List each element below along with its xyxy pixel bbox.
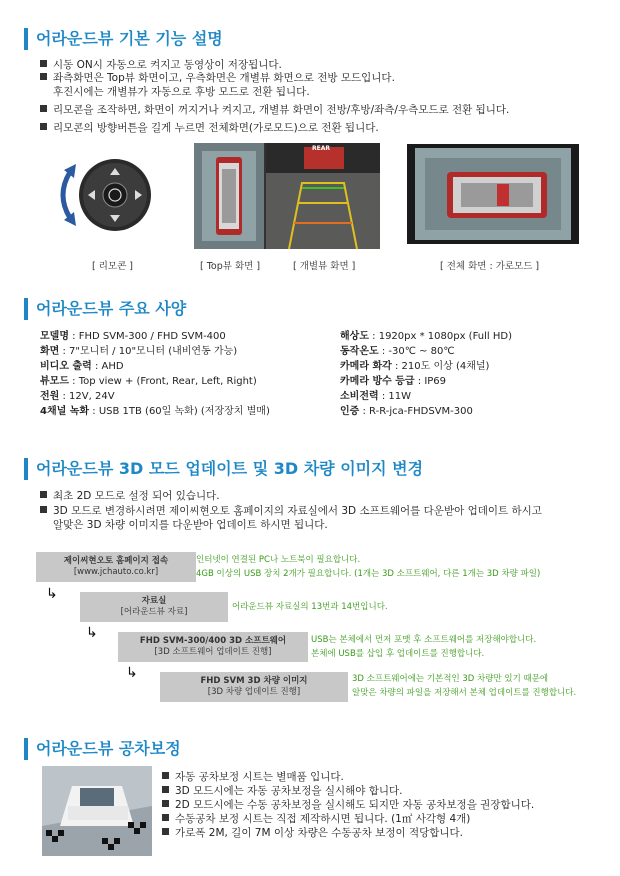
calibration-photo	[42, 766, 152, 856]
caption-individual-view: [ 개별뷰 화면 ]	[293, 261, 356, 272]
bullet-square-icon	[40, 491, 47, 498]
spec-item: 전원 : 12V, 24V	[40, 391, 115, 402]
full-screen-view-image	[407, 144, 579, 244]
spec-item: 4채널 녹화 : USB 1TB (60일 녹화) (저장장치 별매)	[40, 406, 270, 417]
bullet-square-icon	[40, 506, 47, 513]
remote-control-image	[52, 150, 164, 240]
step-box-homepage	[36, 552, 196, 582]
bullet-square-icon	[162, 814, 169, 821]
spec-item: 동작온도 : -30℃ ~ 80℃	[340, 346, 455, 357]
step-desc: 3D 소프트웨어에는 기본적인 3D 차량만 있기 때문에 알맞은 차량의 파일을 저장해서 본체 업데이트를 진행합니다.	[352, 674, 577, 698]
bullet: 3D 모드시에는 자동 공차보정을 실시해야 합니다.	[162, 784, 403, 798]
section-title-3d-update: 어라운드뷰 3D 모드 업데이트 및 3D 차량 이미지 변경	[24, 458, 423, 480]
section-title-calibration: 어라운드뷰 공차보정	[24, 738, 181, 760]
bullet: 좌측화면은 Top뷰 화면이고, 우측화면은 개별뷰 화면으로 전방 모드입니다.	[40, 71, 395, 85]
step-arrow-icon: ↳	[86, 625, 98, 641]
bullet-square-icon	[40, 60, 47, 67]
spec-item: 화면 : 7"모니터 / 10"모니터 (내비연동 가능)	[40, 346, 238, 357]
bullet: 2D 모드시에는 수동 공차보정을 실시해도 되지만 자동 공차보정을 권장합니다.	[162, 798, 534, 812]
step-desc: USB는 본체에서 먼저 포맷 후 소프트웨어를 저장해야합니다. 본체에 USB를 삽입 후 업데이트를 진행합니다.	[311, 635, 537, 659]
rear-label: REAR	[312, 145, 330, 152]
step-title: 자료실	[141, 596, 167, 606]
step-sub: [3D 소프트웨어 업데이트 진행]	[154, 647, 272, 657]
step-arrow-icon: ↳	[126, 665, 138, 681]
bullet-continuation: 알맞은 3D 차량 이미지를 다운받아 업데이트 하시면 됩니다.	[53, 519, 328, 531]
caption-top-view: [ Top뷰 화면 ]	[200, 261, 261, 272]
bullet-continuation: 후진시에는 개별뷰가 자동으로 후방 모드로 전환 됩니다.	[53, 86, 310, 98]
bullet-square-icon	[40, 105, 47, 112]
bullet: 리모콘을 조작하면, 화면이 꺼지거나 켜지고, 개별뷰 화면이 전방/후방/좌측/우측모드로 전환 됩니다.	[40, 103, 509, 117]
caption-full-screen: [ 전체 화면 : 가로모드 ]	[440, 261, 540, 272]
bullet: 시동 ON시 자동으로 켜지고 동영상이 저장됩니다.	[40, 58, 282, 72]
spec-item: 비디오 출력 : AHD	[40, 361, 124, 372]
bullet: 가로폭 2M, 길이 7M 이상 차량은 수동공차 보정이 적당합니다.	[162, 826, 463, 840]
step-arrow-icon: ↳	[46, 586, 58, 602]
spec-item: 모델명 : FHD SVM-300 / FHD SVM-400	[40, 331, 226, 342]
step-sub: [어라운드뷰 자료]	[120, 607, 188, 617]
bullet-square-icon	[40, 123, 47, 130]
bullet: 자동 공차보정 시트는 별매품 입니다.	[162, 770, 344, 784]
bullet-square-icon	[162, 800, 169, 807]
step-box-3d-software	[118, 632, 308, 662]
section-title-basic: 어라운드뷰 기본 기능 설명	[24, 28, 223, 50]
section-title-specs: 어라운드뷰 주요 사양	[24, 298, 186, 320]
step-sub: [www.jchauto.co.kr]	[73, 567, 159, 577]
bullet: 수동공차 보정 시트는 직접 제작하시면 됩니다. (1㎡ 사각형 4개)	[162, 812, 470, 826]
step-box-archive	[80, 592, 228, 622]
caption-remote: [ 리모콘 ]	[92, 261, 133, 272]
spec-item: 인증 : R-R-jca-FHDSVM-300	[340, 406, 473, 417]
step-title: FHD SVM 3D 차량 이미지	[200, 676, 308, 686]
spec-item: 뷰모드 : Top view + (Front, Rear, Left, Right)	[40, 376, 257, 387]
spec-item: 카메라 화각 : 210도 이상 (4채널)	[340, 361, 490, 372]
step-desc: 인터넷이 연결된 PC나 노트북이 필요합니다. 4GB 이상의 USB 장치 2개가 필요합니다. (1개는 3D 소프트웨어, 다른 1개는 3D 차량 파일)	[196, 555, 541, 579]
top-and-individual-view-image	[194, 143, 380, 249]
bullet-square-icon	[162, 772, 169, 779]
bullet-square-icon	[162, 786, 169, 793]
bullet: 리모콘의 방향버튼을 길게 누르면 전체화면(가로모드)으로 전환 됩니다.	[40, 121, 379, 135]
step-title: 제이씨현오토 홈페이지 접속	[63, 556, 169, 566]
spec-item: 해상도 : 1920px * 1080px (Full HD)	[340, 331, 512, 342]
bullet: 3D 모드로 변경하시려면 제이씨현오토 홈페이지의 자료실에서 3D 소프트웨어를 다운받아 업데이트 하시고	[40, 504, 542, 518]
bullet-square-icon	[40, 73, 47, 80]
step-desc: 어라운드뷰 자료실의 13번과 14번입니다.	[232, 602, 388, 612]
bullet: 최초 2D 모드로 설정 되어 있습니다.	[40, 489, 220, 503]
spec-item: 카메라 방수 등급 : IP69	[340, 376, 447, 387]
bullet-square-icon	[162, 828, 169, 835]
spec-item: 소비전력 : 11W	[340, 391, 411, 402]
step-sub: [3D 차량 업데이트 진행]	[207, 687, 301, 697]
step-title: FHD SVM-300/400 3D 소프트웨어	[139, 636, 287, 646]
step-box-3d-vehicle	[160, 672, 348, 702]
